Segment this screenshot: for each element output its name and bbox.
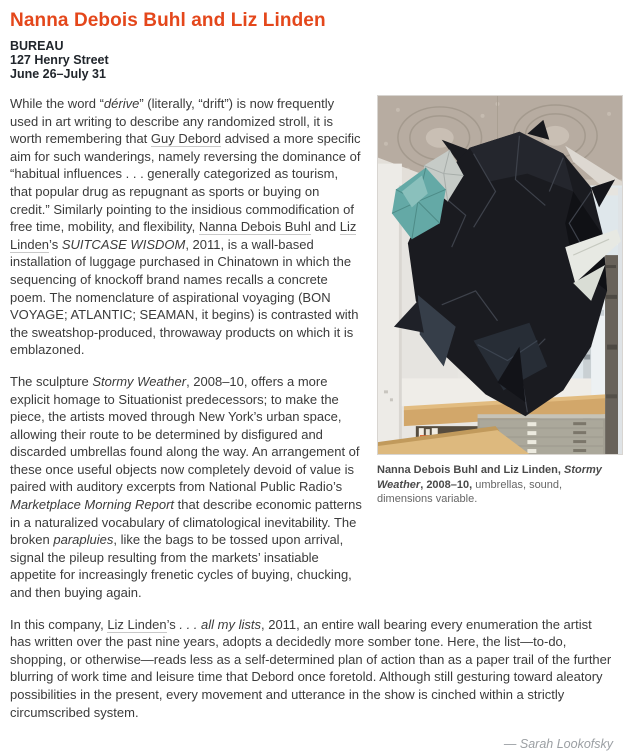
- article-paragraph: [10, 95, 362, 359]
- venue-name: BUREAU: [10, 39, 64, 53]
- text-segment: , 2011, is a wall-based installation of luggage purchased in Chinatown in which the sequencing of knockoff brand names recalls a concrete poem. The nomenclature of aspirational voyaging (BON VOYAGE; ATLANTIC; SEAMAN, it begins) is contrasted with the sweatshop-produced, throwaway products on which it is emblazoned.: [10, 236, 359, 358]
- text-segment: , 2008–10,: [420, 478, 476, 491]
- inline-link[interactable]: Liz Linden: [10, 219, 357, 252]
- text-segment: . . . all my lists: [179, 616, 261, 632]
- text-segment: ’s: [166, 616, 180, 632]
- exhibition-info: [10, 39, 617, 81]
- text-segment: ” (literally, “drift”) is now frequently used in art writing to describe any randomized stroll, it is worth remembering that: [10, 96, 335, 147]
- review-text-column: [10, 95, 362, 616]
- text-segment: In this company,: [10, 616, 108, 632]
- text-segment: advised a more specific aim for such wanderings, namely reversing the dominance of “habitual influences . . . generally categorized as tourism, that popular drug as repugnant as sports or buying on credit.” Similarly pointing to the insidious commodification of free time, mobility, and flexibility,: [10, 131, 361, 235]
- text-segment: , 2008–10, offers a more explicit homage to Situationist predecessors; to make the piece, the artists moved through New York’s urban space, allowing their route to be determined by disfigured and discarded umbrellas found along the way. An arrangement of these once useful objects now completely devoid of value is paired with auditory excerpts from National Public Radio’s: [10, 373, 360, 495]
- page-title: Nanna Debois Buhl and Liz Linden: [10, 10, 326, 31]
- text-segment: Nanna Debois Buhl and Liz Linden,: [377, 464, 565, 476]
- text-segment: , 2011, an entire wall bearing every enumeration the artist has written over the past nine years, adopts a decidedly more somber tone. Here, the list—to-do, shopping, or otherwise—reads less as a self-determined plan of action than as a paper trail of the further blurring of work time and leisure time that Debord once foretold. Although still gesturing toward aleatory possibilities in the present, every movement and utterance in the show is cinched within a strictly circumscribed system.: [10, 616, 612, 720]
- inline-link[interactable]: Liz Linden: [107, 616, 167, 632]
- content-row: [10, 95, 617, 616]
- text-segment: and: [310, 219, 340, 235]
- article-paragraph: [10, 616, 617, 722]
- venue-address: 127 Henry Street: [10, 53, 109, 67]
- text-segment: parapluies: [53, 532, 114, 548]
- text-segment: Marketplace Morning Report: [10, 497, 175, 513]
- text-segment: dérive: [103, 96, 140, 111]
- figure-column: [377, 95, 623, 507]
- article-paragraph: [10, 373, 362, 602]
- exhibition-dates: June 26–July 31: [10, 67, 106, 81]
- text-segment: ’s: [49, 236, 62, 252]
- artwork-caption: [377, 463, 617, 507]
- text-segment: The sculpture: [10, 373, 93, 389]
- inline-link[interactable]: Nanna Debois Buhl: [198, 219, 311, 235]
- text-segment: that describe economic patterns in a naturalized vocabulary of climatological inevitability. The broken: [10, 497, 362, 548]
- text-segment: While the word “: [10, 96, 104, 111]
- text-segment: umbrellas, sound, dimensions variable.: [377, 478, 563, 505]
- artwork-figure: [377, 95, 623, 507]
- artwork-photo[interactable]: [377, 95, 623, 455]
- inline-link[interactable]: Guy Debord: [150, 131, 221, 147]
- text-segment: SUITCASE WISDOM: [61, 236, 186, 252]
- text-segment: Stormy Weather: [377, 464, 602, 491]
- author-attribution: — Sarah Lookofsky: [503, 737, 613, 751]
- text-segment: Stormy Weather: [92, 373, 187, 389]
- text-segment: , like the bags to be tossed upon arrival, signal the pileup resulting from the markets’ insatiable appetite for increasingly frenetic cycles of buying, chucking, and then buying again.: [10, 532, 352, 601]
